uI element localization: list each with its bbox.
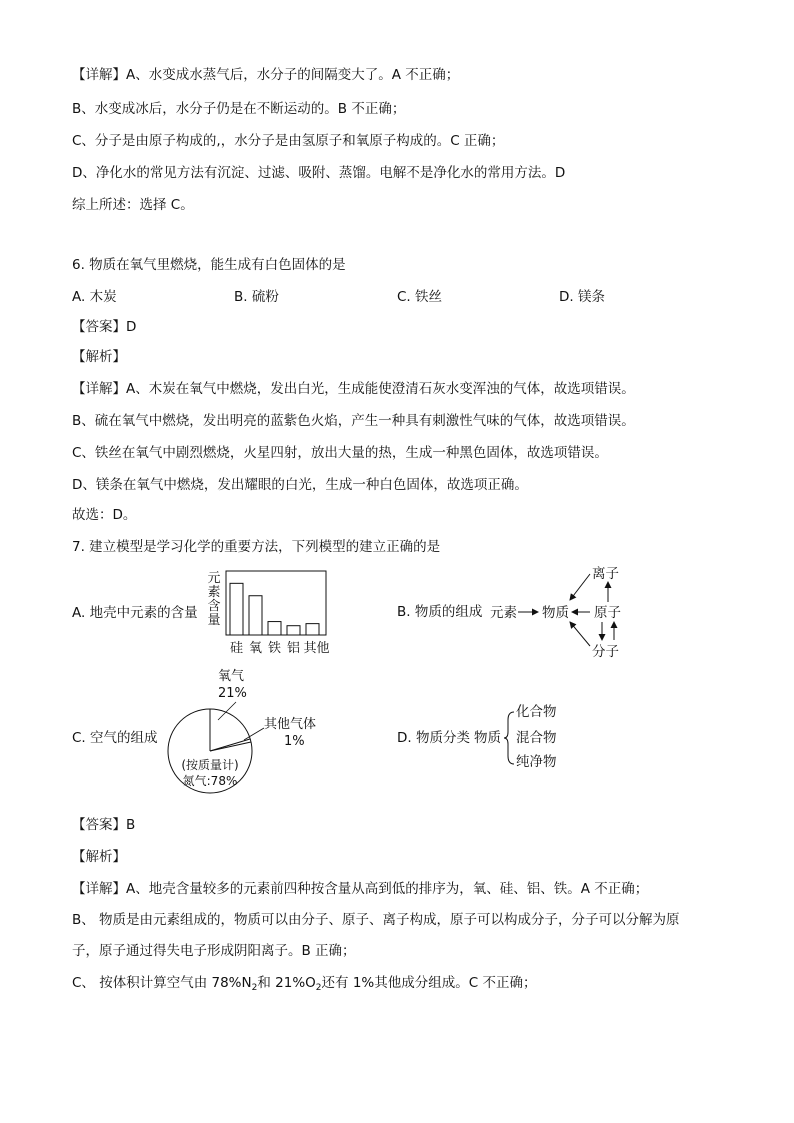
brace — [504, 712, 514, 764]
substance-composition-diagram — [480, 562, 640, 662]
q7-option-a-label: A. 地壳中元素的含量 — [72, 605, 198, 621]
q6-conclusion: 故选：D。 — [72, 507, 137, 523]
q7-detail-b-line2: 子，原子通过得失电子形成阴阳离子。B 正确； — [72, 943, 356, 959]
x-tick-label: 铝 — [286, 641, 301, 656]
x-tick-label: 氧 — [248, 641, 263, 656]
bar-0 — [230, 583, 243, 635]
n2-subscript: 2 — [251, 983, 258, 993]
bar-1 — [249, 596, 262, 635]
classification-item: 纯净物 — [516, 754, 557, 770]
q5-detail-a: 【详解】A、水变成水蒸气后，水分子的间隔变大了。A 不正确； — [72, 67, 460, 83]
crust-element-bar-chart — [200, 566, 340, 658]
node-substance: 物质 — [542, 605, 569, 621]
label-other: 其他气体 — [264, 717, 317, 732]
q7-detail-c — [72, 974, 536, 997]
substance-classification-diagram — [474, 698, 594, 778]
detail-c-post: 还有 1%其他成分组成。C 不正确； — [321, 975, 537, 991]
detail-c-mid: 和 21%O — [257, 975, 316, 991]
arrow-molecule-to-substance — [570, 622, 590, 646]
q6-option-c: C. 铁丝 — [397, 289, 443, 305]
q6-detail-a: 【详解】A、木炭在氧气中燃烧，发出白光，生成能使澄清石灰水变浑浊的气体，故选项错误。 — [72, 381, 635, 397]
node-ion: 离子 — [592, 566, 619, 582]
label-other-pct: 1% — [284, 734, 305, 749]
leader-oxygen — [218, 702, 236, 720]
arrow-ion-to-substance — [570, 574, 590, 600]
plot-frame — [226, 571, 326, 635]
node-molecule: 分子 — [592, 644, 619, 660]
label-nitrogen: 氮气:78% — [182, 774, 238, 788]
q6-analysis-heading: 【解析】 — [72, 349, 126, 365]
y-label-char: 含 — [207, 599, 221, 614]
leader-other — [244, 728, 264, 740]
q7-stem: 7. 建立模型是学习化学的重要方法，下列模型的建立正确的是 — [72, 539, 441, 555]
x-tick-label: 硅 — [229, 641, 244, 656]
q7-option-b-label: B. 物质的组成 — [397, 604, 483, 620]
x-tick-label: 铁 — [267, 641, 282, 656]
o2-subscript: 2 — [315, 983, 322, 993]
label-oxygen-pct: 21% — [218, 686, 247, 701]
q6-detail-c: C、铁丝在氧气中剧烈燃烧，火星四射，放出大量的热，生成一种黑色固体，故选项错误。 — [72, 445, 608, 461]
q5-detail-d: D、净化水的常见方法有沉淀、过滤、吸附、蒸馏。电解不是净化水的常用方法。D — [72, 165, 566, 181]
q6-option-b: B. 硫粉 — [234, 289, 279, 305]
q6-stem: 6. 物质在氧气里燃烧，能生成有白色固体的是 — [72, 257, 346, 273]
air-composition-pie — [160, 662, 350, 797]
q5-detail-c: C、分子是由原子构成的,，水分子是由氢原子和氧原子构成的。C 正确； — [72, 133, 505, 149]
q7-detail-a: 【详解】A、地壳含量较多的元素前四种按含量从高到低的排序为，氧、硅、铝、铁。A 不正确； — [72, 881, 649, 897]
bar-2 — [268, 622, 281, 635]
label-basis: (按质量计) — [181, 758, 239, 772]
q6-answer: 【答案】D — [72, 319, 137, 335]
bar-3 — [287, 626, 300, 635]
q7-analysis-heading: 【解析】 — [72, 849, 126, 865]
q6-option-d: D. 镁条 — [559, 289, 605, 305]
classification-item: 混合物 — [516, 730, 557, 746]
node-atom: 原子 — [594, 605, 621, 621]
y-label-char: 素 — [207, 585, 221, 600]
q5-detail-b: B、水变成冰后，水分子仍是在不断运动的。B 不正确； — [72, 101, 406, 117]
label-oxygen: 氧气 — [218, 669, 245, 684]
classification-root: 物质 — [474, 730, 501, 746]
classification-item: 化合物 — [516, 704, 557, 720]
detail-c-pre: C、 按体积计算空气由 78%N — [72, 975, 252, 991]
q7-option-d-label: D. 物质分类 — [397, 730, 470, 746]
y-label-char: 量 — [207, 613, 221, 628]
y-axis-label — [207, 571, 220, 628]
q7-answer: 【答案】B — [72, 817, 136, 833]
q6-detail-d: D、镁条在氧气中燃烧，发出耀眼的白光，生成一种白色固体，故选项正确。 — [72, 477, 528, 493]
pie-divider-other-2 — [210, 742, 251, 751]
x-tick-label: 其他 — [303, 641, 330, 656]
node-element: 元素 — [490, 605, 517, 621]
q6-detail-b: B、硫在氧气中燃烧，发出明亮的蓝紫色火焰，产生一种具有刺激性气味的气体，故选项错误。 — [72, 413, 635, 429]
y-label-char: 元 — [207, 571, 221, 586]
bar-4 — [306, 624, 319, 635]
q7-detail-b-line1: B、 物质是由元素组成的，物质可以由分子、原子、离子构成，原子可以构成分子，分子可以分解为原 — [72, 912, 680, 928]
q6-option-a: A. 木炭 — [72, 289, 117, 305]
q5-summary: 综上所述：选择 C。 — [72, 197, 194, 213]
q7-option-c-label: C. 空气的组成 — [72, 730, 158, 746]
